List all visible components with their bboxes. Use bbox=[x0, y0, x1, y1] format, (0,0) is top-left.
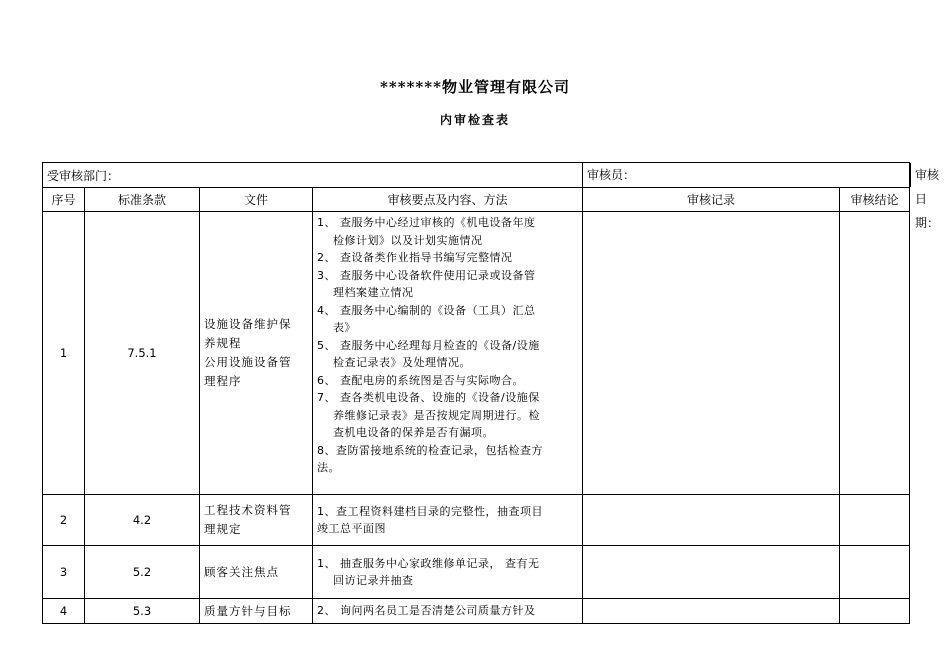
auditor-label: 审核员： bbox=[587, 168, 636, 182]
method-item: 法。 bbox=[317, 461, 340, 474]
document-line: 设施设备维护保 bbox=[204, 317, 292, 331]
method-item: 表》 bbox=[317, 321, 356, 334]
document-line: 顾客关注焦点 bbox=[204, 564, 279, 579]
method-list bbox=[317, 602, 578, 620]
row-document bbox=[200, 495, 313, 546]
method-item: 检查记录表》及处理情况。 bbox=[317, 356, 471, 369]
seq-text: 3 bbox=[59, 565, 68, 579]
seq-text: 4 bbox=[59, 604, 68, 618]
row-document bbox=[200, 546, 313, 599]
row-record-cell[interactable] bbox=[583, 212, 840, 495]
row-conclusion-cell[interactable] bbox=[840, 212, 910, 495]
row-seq bbox=[43, 495, 85, 546]
method-item: 1、查工程资料建档目录的完整性，抽查项目 bbox=[317, 504, 543, 518]
table-row bbox=[43, 495, 910, 546]
seq-text: 1 bbox=[59, 346, 68, 360]
document-line: 理程序 bbox=[204, 374, 242, 388]
method-item: 2、 查设备类作业指导书编写完整情况 bbox=[317, 251, 513, 264]
method-item: 1、 抽查服务中心家政维修单记录， 查有无 bbox=[317, 556, 540, 570]
auditor-field[interactable] bbox=[583, 163, 911, 187]
form-title: 内审检查表 bbox=[439, 113, 510, 127]
method-item: 养维修记录表》是否按规定周期进行。检 bbox=[317, 408, 540, 422]
row-document bbox=[200, 599, 313, 624]
method-item: 回访记录并抽查 bbox=[317, 574, 414, 587]
document-line: 质量方针与目标 bbox=[204, 603, 292, 618]
method-item: 2、 询问两名员工是否清楚公司质量方针及 bbox=[317, 604, 536, 618]
audit-date-label: 审核日期： bbox=[915, 168, 940, 230]
clause-text: 4.2 bbox=[132, 513, 152, 527]
row-record-cell[interactable] bbox=[583, 599, 840, 624]
row-clause bbox=[85, 599, 200, 624]
table-row bbox=[43, 599, 910, 624]
row-seq bbox=[43, 212, 85, 495]
method-item: 理档案建立情况 bbox=[317, 286, 414, 299]
method-item: 1、 查服务中心经过审核的《机电设备年度 bbox=[317, 216, 536, 229]
document-line: 养规程 bbox=[204, 336, 242, 350]
method-item: 5、 查服务中心经理每月检查的《设备/设施 bbox=[317, 338, 540, 352]
method-item: 8、查防雷接地系统的检查记录，包括检查方 bbox=[317, 443, 543, 457]
row-seq bbox=[43, 599, 85, 624]
header-row bbox=[43, 188, 910, 212]
audit-rows bbox=[43, 212, 910, 624]
info-row bbox=[43, 163, 910, 188]
row-method bbox=[313, 546, 583, 599]
department-label: 受审核部门： bbox=[47, 168, 120, 183]
clause-text: 5.3 bbox=[132, 604, 152, 618]
document-line: 工程技术资料管 bbox=[204, 503, 292, 517]
clause-text: 5.2 bbox=[132, 565, 152, 579]
method-item: 查机电设备的保养是否有漏项。 bbox=[317, 426, 494, 439]
row-conclusion-cell[interactable] bbox=[840, 495, 910, 546]
header-document: 文件 bbox=[200, 188, 313, 212]
header-seq: 序号 bbox=[43, 188, 85, 212]
row-method bbox=[313, 495, 583, 546]
method-item: 检修计划》以及计划实施情况 bbox=[317, 233, 483, 247]
audited-department-field[interactable] bbox=[43, 163, 583, 188]
audit-date-field[interactable] bbox=[911, 163, 943, 230]
method-item: 7、 查各类机电设备、设施的《设备/设施保 bbox=[317, 391, 540, 404]
row-conclusion-cell[interactable] bbox=[840, 546, 910, 599]
row-record-cell[interactable] bbox=[583, 546, 840, 599]
row-clause bbox=[85, 212, 200, 495]
document-line: 公用设施设备管 bbox=[204, 355, 292, 369]
row-method bbox=[313, 599, 583, 624]
row-document bbox=[200, 212, 313, 495]
header-method: 审核要点及内容、方法 bbox=[313, 188, 583, 212]
table-row bbox=[43, 212, 910, 495]
header-record: 审核记录 bbox=[583, 188, 840, 212]
table-row bbox=[43, 546, 910, 599]
method-item: 4、 查服务中心编制的《设备（工具）汇总 bbox=[317, 303, 536, 317]
clause-text: 7.5.1 bbox=[127, 346, 157, 360]
method-list bbox=[317, 555, 578, 590]
document-line: 理规定 bbox=[204, 522, 242, 536]
row-clause bbox=[85, 546, 200, 599]
row-seq bbox=[43, 546, 85, 599]
header-conclusion: 审核结论 bbox=[840, 188, 910, 212]
row-record-cell[interactable] bbox=[583, 495, 840, 546]
row-clause bbox=[85, 495, 200, 546]
method-list bbox=[317, 214, 578, 477]
seq-text: 2 bbox=[59, 513, 68, 527]
audit-checklist-table bbox=[42, 162, 940, 624]
company-title: *******物业管理有限公司 bbox=[380, 78, 570, 96]
method-list bbox=[317, 503, 578, 538]
row-conclusion-cell[interactable] bbox=[840, 599, 910, 624]
header-clause: 标准条款 bbox=[85, 188, 200, 212]
method-item: 竣工总平面图 bbox=[317, 522, 386, 535]
method-item: 3、 查服务中心设备软件使用记录或设备管 bbox=[317, 268, 536, 282]
row-method bbox=[313, 212, 583, 495]
method-item: 6、 查配电房的系统图是否与实际吻合。 bbox=[317, 373, 524, 387]
